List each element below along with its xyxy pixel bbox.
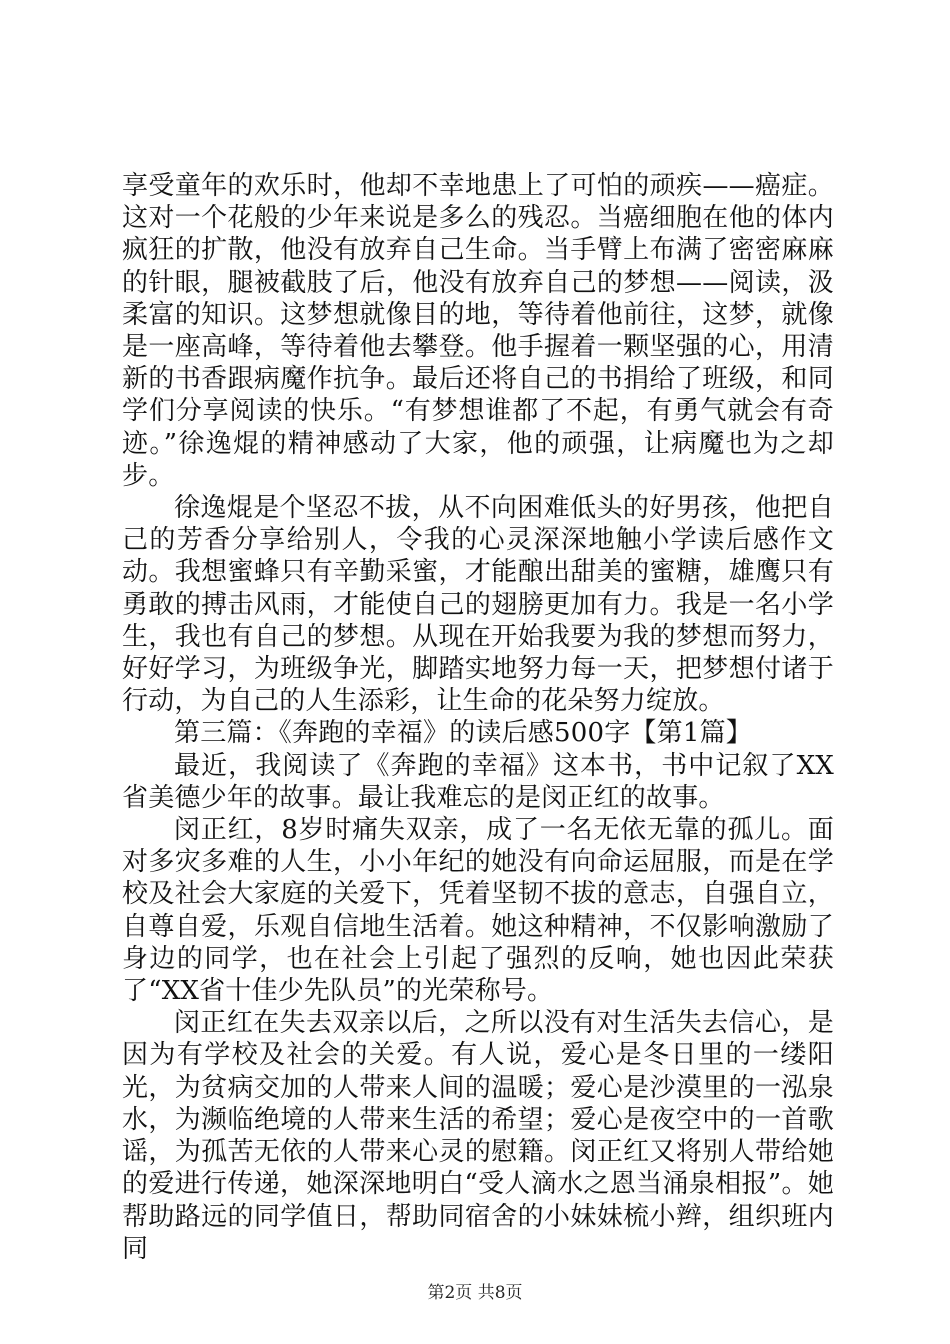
document-body [122,170,834,1265]
paragraph-1: 享受童年的欢乐时，他却不幸地患上了可怕的顽疾——癌症。这对一个花般的少年来说是多么的残忍。当癌细胞在他的体内疯狂的扩散，他没有放弃自己生命。当手臂上布满了密密麻麻的针眼，腿被截肢了后，他没有放弃自己的梦想——阅读，汲柔富的知识。这梦想就像目的地，等待着他前往，这梦，就像是一座高峰，等待着他去攀登。他手握着一颗坚强的心，用清新的书香跟病魔作抗争。最后还将自己的书捐给了班级，和同学们分享阅读的快乐。“有梦想谁都了不起，有勇气就会有奇迹。”徐逸焜的精神感动了大家，他的顽强，让病魔也为之却步。 [122,171,834,491]
paragraph-5: 闵正红在失去双亲以后，之所以没有对生活失去信心，是因为有学校及社会的关爱。有人说，爱心是冬日里的一缕阳光，为贫病交加的人带来人间的温暖；爱心是沙漠里的一泓泉水，为濒临绝境的人带来生活的希望；爱心是夜空中的一首歌谣，为孤苦无依的人带来心灵的慰籍。闵正红又将别人带给她的爱进行传递，她深深地明白“受人滴水之恩当涌泉相报”。她帮助路远的同学值日，帮助同宿舍的小妹妹梳小辫，组织班内同 [122,1008,834,1264]
paragraph-4: 闵正红，8岁时痛失双亲，成了一名无依无靠的孤儿。面对多灾多难的人生，小小年纪的她没有向命运屈服，而是在学校及社会大家庭的关爱下，凭着坚韧不拔的意志，自强自立，自尊自爱，乐观自信地生活着。她这种精神，不仅影响激励了身边的同学，也在社会上引起了强烈的反响，她也因此荣获了“XX省十佳少先队员”的光荣称号。 [122,815,834,1007]
section-heading: 第三篇：《奔跑的幸福》的读后感500字【第1篇】 [174,718,752,749]
page-number-footer: 第2页 共8页 [427,1283,523,1303]
paragraph-2: 徐逸焜是个坚忍不拔，从不向困难低头的好男孩，他把自己的芳香分享给别人，令我的心灵深深地触小学读后感作文动。我想蜜蜂只有辛勤采蜜，才能酿出甜美的蜜糖，雄鹰只有勇敢的搏击风雨，才能使自己的翅膀更加有力。我是一名小学生，我也有自己的梦想。从现在开始我要为我的梦想而努力，好好学习，为班级争光，脚踏实地努力每一天，把梦想付诸于行动，为自己的人生添彩，让生命的花朵努力绽放。 [122,493,834,717]
paragraph-3: 最近，我阅读了《奔跑的幸福》这本书，书中记叙了XX省美德少年的故事。最让我难忘的是闵正红的故事。 [122,750,834,813]
